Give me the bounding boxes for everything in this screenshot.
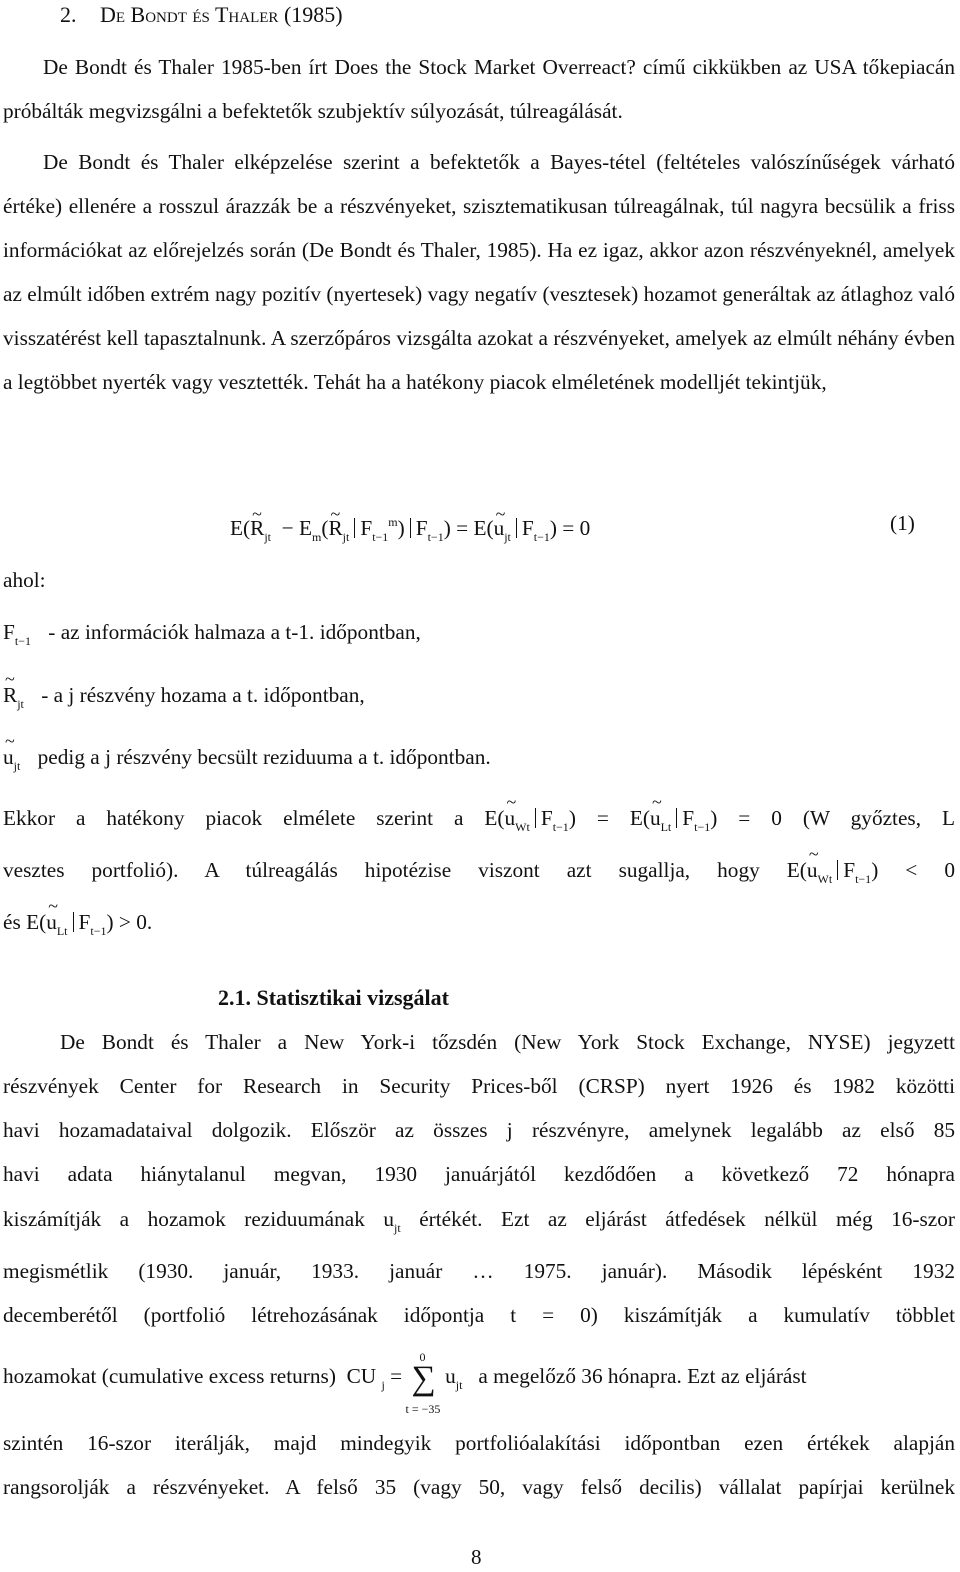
section-title-text: De Bondt és Thaler: [100, 2, 279, 27]
section-number: 2.: [60, 2, 77, 27]
line7-start: decemberétől (portfolió létrehozásának időpontja: [3, 1303, 485, 1327]
ekkor-line-2: [3, 858, 955, 887]
equation-number: (1): [890, 511, 915, 535]
ekkor-line-3-end: .: [146, 910, 153, 934]
section-title-year: (1985): [283, 2, 343, 27]
ekkor-line-1: [3, 806, 955, 835]
para3-line-3: havi hozamadataival dolgozik. Először az összes j részvényre, amelynek legalább az első 85: [3, 1118, 955, 1142]
equation-1: E(~ $R_{jt}$ − $E_m(\sim$ $R_{jt}$ $F_{t-1}^m$) $F_{t-1}$) = E(~ $u_{jt}$ $F_{t-1}) = 0$: [230, 508, 590, 551]
para3-line-4: havi adata hiánytalanul megvan, 1930 januárjától kezdődően a következő 72 hónapra: [3, 1162, 955, 1186]
ekkor-start: Ekkor a hatékony piacok elmélete szerint a: [3, 806, 464, 830]
ahol-label: ahol:: [3, 568, 46, 592]
para3-line-9: szintén 16-szor iterálják, majd mindegyik portfolióalakítási időpontban ezen értékek alapján: [3, 1431, 955, 1455]
sum-top: 0: [419, 1350, 426, 1364]
definition-u-text: pedig a j részvény becsült reziduuma a t. időpontban.: [37, 745, 491, 769]
ekkor-line-3-text: és: [3, 910, 21, 934]
subsection-title: 2.1. Statisztikai vizsgálat: [218, 985, 449, 1010]
line8-start: hozamokat (cumulative excess returns): [3, 1364, 336, 1388]
line5-end: értékét. Ezt az eljárást átfedések nélkül még 16-szor: [419, 1207, 955, 1231]
ekkor-line-2-eq: E(~ $u_{Wt}$ $F_{t-1}) < 0$: [787, 858, 955, 882]
section-title: [60, 2, 343, 28]
line8-end: a megelőző 36 hónapra. Ezt az eljárást: [478, 1364, 807, 1388]
line5-start: kiszámítják a hozamok reziduumának: [3, 1207, 365, 1231]
para3-line-7: [3, 1303, 955, 1328]
ekkor-line-2-text: vesztes portfolió). A túlreagálás hipotézise viszont azt sugallja, hogy: [3, 858, 760, 882]
ekkor-equation: E(~ $u_{Wt}$ $F_{t-1}$) = E(~ $u_{Lt}$ $F_{t-1}) = 0$: [484, 806, 782, 830]
definition-r-text: - a j részvény hozama a t. időpontban,: [41, 683, 365, 707]
definition-f: $F_{t-1}$ - az információk halmaza a t-1. időpontban,: [3, 620, 421, 648]
definition-r: ~ $R_{jt}$ - a j részvény hozama a t. időpontban,: [3, 683, 365, 712]
sum-symbol: ∑ 0 t = −35: [412, 1365, 436, 1393]
para3-line-1: De Bondt és Thaler a New York-i tőzsdén (New York Stock Exchange, NYSE) jegyzett: [60, 1030, 955, 1054]
para3-line-5: kiszámítják a hozamok reziduumának $u_{jt}$ értékét. Ezt az eljárást átfedések nélkül még 16-szor: [3, 1207, 955, 1235]
para3-line-6: megismétlik (1930. január, 1933. január … 1975. január). Második lépésként 1932: [3, 1259, 955, 1283]
paragraph-intro: De Bondt és Thaler 1985-ben írt Does the Stock Market Overreact? című cikkükben az USA tőkepiacán próbálták megvizsgálni a befektetők szubjektív súlyozását, túlreagálását.: [3, 55, 955, 123]
ekkor-line-3: és E(~ $u_{Lt}$ $F_{t-1}) > 0$.: [3, 910, 152, 939]
sum-bottom: t = −35: [405, 1402, 441, 1416]
line7-end: kiszámítják a kumulatív többlet: [623, 1303, 956, 1327]
para3-line-2: részvények Center for Research in Security Prices-ből (CRSP) nyert 1926 és 1982 közötti: [3, 1074, 955, 1098]
ekkor-end: (W győztes, L: [802, 806, 955, 830]
line7-mid: t = 0): [510, 1303, 598, 1327]
definition-u: ~ $u_{jt}$ pedig a j részvény becsült reziduuma a t. időpontban.: [3, 745, 491, 774]
para3-line-8: hozamokat (cumulative excess returns) CU $_j$ = ∑ 0 t = −35 $u_{jt}$ a megelőző 36 hónapra. Ezt az eljárást: [3, 1364, 807, 1393]
para3-line-10: rangsorolják a részvényeket. A felső 35 (vagy 50, vagy felső decilis) vállalat papírjai kerülnek: [3, 1475, 955, 1499]
paragraph-main: De Bondt és Thaler elképzelése szerint a befektetők a Bayes-tétel (feltételes valószínűségek várható értéke) ellenére a rosszul árazzák be a részvényeket, szisztematikusan túlreagálnak, túl nagyra becsülik a friss információkat az előrejelzés során (De Bondt és Thaler, 1985). Ha ez igaz, akkor azon részvényeknél, amelyek az elmúlt időben extrém nagy pozitív (nyertesek) vagy negatív (vesztesek) hozamot generáltak az átlaghoz való visszatérést kell tapasztalnunk. A szerzőpáros vizsgálta azokat a részvényeket, amelyek az elmúlt néhány évben a legtöbbet nyerték vagy vesztették. Tehát ha a hatékony piacok elméletének modelljét tekintjük,: [3, 150, 955, 394]
page-number: 8: [471, 1545, 482, 1569]
definition-f-text: - az információk halmaza a t-1. időpontban,: [48, 620, 421, 644]
